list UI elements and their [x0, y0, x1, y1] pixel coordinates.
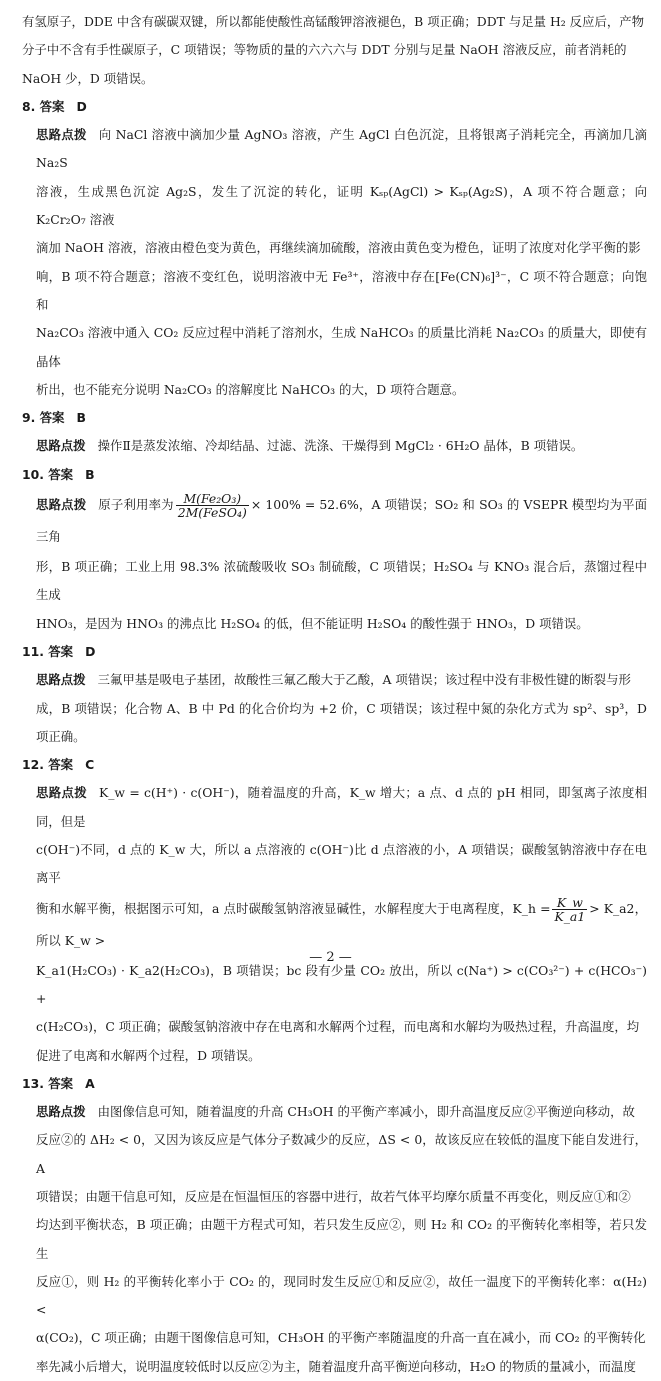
fraction — [552, 896, 587, 923]
page-number: — 2 — — [309, 950, 352, 965]
explanation-line: 反应①，则 H₂ 的平衡转化率小于 CO₂ 的，现同时发生反应①和反应②，故任一温度下的平衡转化率：α(H₂) < — [36, 1273, 647, 1318]
intro-line: NaOH 少，D 项错误。 — [22, 70, 154, 86]
explanation-line: 思路点拨 原子利用率为 $\frac{\text{M(Fe₂O₃)}}{\text{2M(FeSO₄)}}$ × 100% = 52.6%，A 项错误；SO₂ 和 SO₃ 的 VSEPR 模型均为平面三角 — [36, 491, 648, 545]
explanation-line: 思路点拨 向 NaCl 溶液中滴加少量 AgNO₃ 溶液，产生 AgCl 白色沉淀，且将银离子消耗完全，再滴加几滴 Na₂S — [36, 127, 647, 171]
explanation-line: 响，B 项不符合题意；溶液不变红色，说明溶液中无 Fe³⁺，溶液中存在[Fe(CN)₆]³⁻，C 项不符合题意；向饱和 — [36, 268, 647, 312]
hint-label: 思路点拨 — [36, 672, 86, 688]
fraction — [176, 492, 249, 519]
hint-label: 思路点拨 — [36, 497, 87, 513]
explanation-line: 思路点拨 K_w = c(H⁺) · c(OH⁻)，随着温度的升高，K_w 增大；a 点、d 点的 pH 相同，即氢离子浓度相同，但是 — [36, 785, 647, 829]
answer-label: 答案 — [39, 98, 65, 114]
explanation-line: 衡和水解平衡，根据图示可知，a 点时碳酸氢钠溶液显碱性，水解程度大于电离程度，K_h = $\frac{K\_w}{K\_a1}$ > K_a2，所以 K_w > — [36, 894, 648, 948]
answer-heading — [22, 638, 647, 666]
answer-label: 答案 — [48, 643, 74, 659]
answer-choice: C — [85, 757, 95, 773]
explanation-line: 促进了电离和水解两个过程，D 项错误。 — [36, 1047, 261, 1063]
intro-line: 分子中不含有手性碳原子，C 项错误；等物质的量的六六六与 DDT 分别与足量 NaOH 溶液反应，前者消耗的 — [22, 42, 627, 58]
explanation-line: 率先减小后增大，说明温度较低时以反应②为主，随着温度升高平衡逆向移动，H₂O 的物质的量减小，而温度 — [36, 1358, 636, 1374]
answer-label: 答案 — [39, 410, 65, 426]
explanation-line: 溶液，生成黑色沉淀 Ag₂S，发生了沉淀的转化，证明 Kₛₚ(AgCl) > Kₛₚ(Ag₂S)，A 项不符合题意；向 K₂Cr₂O₇ 溶液 — [36, 183, 647, 228]
answer-item-9 — [22, 404, 647, 461]
explanation-line: 思路点拨 三氟甲基是吸电子基团，故酸性三氟乙酸大于乙酸，A 项错误；该过程中没有非极性键的断裂与形 — [36, 672, 631, 688]
question-number: 11. — [22, 643, 44, 659]
hint-label: 思路点拨 — [36, 785, 87, 801]
answer-label: 答案 — [48, 1075, 74, 1091]
question-number: 10. — [22, 466, 44, 482]
hint-label: 思路点拨 — [36, 127, 87, 143]
fraction-numerator: M(Fe₂O₃) — [176, 492, 249, 506]
answer-heading — [22, 751, 647, 779]
explanation-line: α(CO₂)，C 项正确；由题干图像信息可知，CH₃OH 的平衡产率随温度的升高一直在减小，而 CO₂ 的平衡转化 — [36, 1330, 646, 1346]
explanation-line: c(H₂CO₃)，C 项正确；碳酸氢钠溶液中存在电离和水解两个过程，而电离和水解均为吸热过程，升高温度，均 — [36, 1019, 640, 1035]
answer-heading — [22, 404, 647, 432]
answer-choice: B — [85, 466, 95, 482]
explanation-line: Na₂CO₃ 溶液中通入 CO₂ 反应过程中消耗了溶剂水，生成 NaHCO₃ 的质量比消耗 Na₂CO₃ 的质量大，即使有晶体 — [36, 325, 647, 369]
hint-label: 思路点拨 — [36, 1104, 86, 1120]
question-number: 9. — [22, 410, 36, 426]
question-number: 8. — [22, 98, 36, 114]
fraction-denominator: K_a1 — [554, 908, 586, 924]
explanation-line: 思路点拨 操作Ⅱ是蒸发浓缩、冷却结晶、过滤、洗涤、干燥得到 MgCl₂ · 6H₂O 晶体，B 项错误。 — [36, 438, 584, 454]
answer-choice: D — [85, 643, 96, 659]
explanation-line: 成，B 项错误；化合物 A、B 中 Pd 的化合价均为 +2 价，C 项错误；该过程中氮的杂化方式为 sp²、sp³，D 项正确。 — [36, 700, 647, 744]
fraction-numerator: K_w — [552, 896, 587, 910]
explanation-line: 反应②的 ΔH₂ < 0，又因为该反应是气体分子数减少的反应，ΔS < 0，故该反应在较低的温度下能自发进行，A — [36, 1132, 647, 1176]
explanation-line: 滴加 NaOH 溶液，溶液由橙色变为黄色，再继续滴加硫酸，溶液由黄色变为橙色，证明了浓度对化学平衡的影 — [36, 240, 641, 256]
answer-heading — [22, 1070, 647, 1098]
explanation-line: 均达到平衡状态，B 项正确；由题干方程式可知，若只发生反应②，则 H₂ 和 CO₂ 的平衡转化率相等，若只发生 — [36, 1217, 647, 1261]
intro-block — [22, 8, 647, 93]
answer-item-12 — [22, 751, 647, 1070]
answer-label: 答案 — [48, 757, 74, 773]
explanation-line: K_a1(H₂CO₃) · K_a2(H₂CO₃)，B 项错误；bc 段有少量 CO₂ 放出，所以 c(Na⁺) > c(CO₃²⁻) + c(HCO₃⁻) + — [36, 962, 647, 1006]
answer-item-11 — [22, 638, 647, 751]
question-number: 12. — [22, 757, 44, 773]
fraction-denominator: 2M(FeSO₄) — [177, 505, 247, 521]
question-number: 13. — [22, 1075, 44, 1091]
explanation-line: 项错误；由题干信息可知，反应是在恒温恒压的容器中进行，故若气体平均摩尔质量不再变化，则反应①和② — [36, 1188, 631, 1204]
explanation-line: 形，B 项正确；工业上用 98.3% 浓硫酸吸收 SO₃ 制硫酸，C 项错误；H₂SO₄ 与 KNO₃ 混合后，蒸馏过程中生成 — [36, 559, 647, 603]
answer-choice: B — [76, 410, 86, 426]
explanation-line: 析出，也不能充分说明 Na₂CO₃ 的溶解度比 NaHCO₃ 的大，D 项符合题意。 — [36, 381, 465, 397]
answer-choice: A — [85, 1075, 95, 1091]
answer-item-8 — [22, 93, 647, 404]
intro-line: 有氢原子，DDE 中含有碳碳双键，所以都能使酸性高锰酸钾溶液褪色，B 项正确；DDT 与足量 H₂ 反应后，产物 — [22, 14, 645, 29]
answer-heading — [22, 93, 647, 121]
answer-choice: D — [76, 98, 87, 114]
hint-label: 思路点拨 — [36, 438, 86, 454]
answer-item-13 — [22, 1070, 647, 1381]
answer-heading — [22, 461, 647, 489]
answer-label: 答案 — [48, 466, 74, 482]
explanation-line: 思路点拨 由图像信息可知，随着温度的升高 CH₃OH 的平衡产率减小，即升高温度反应②平衡逆向移动，故 — [36, 1104, 635, 1120]
explanation-line: HNO₃，是因为 HNO₃ 的沸点比 H₂SO₄ 的低，但不能证明 H₂SO₄ 的酸性强于 HNO₃，D 项错误。 — [36, 615, 589, 631]
explanation-line: c(OH⁻)不同，d 点的 K_w 大，所以 a 点溶液的 c(OH⁻)比 d 点溶液的小，A 项错误；碳酸氢钠溶液中存在电离平 — [36, 842, 647, 886]
answer-item-10 — [22, 461, 647, 638]
